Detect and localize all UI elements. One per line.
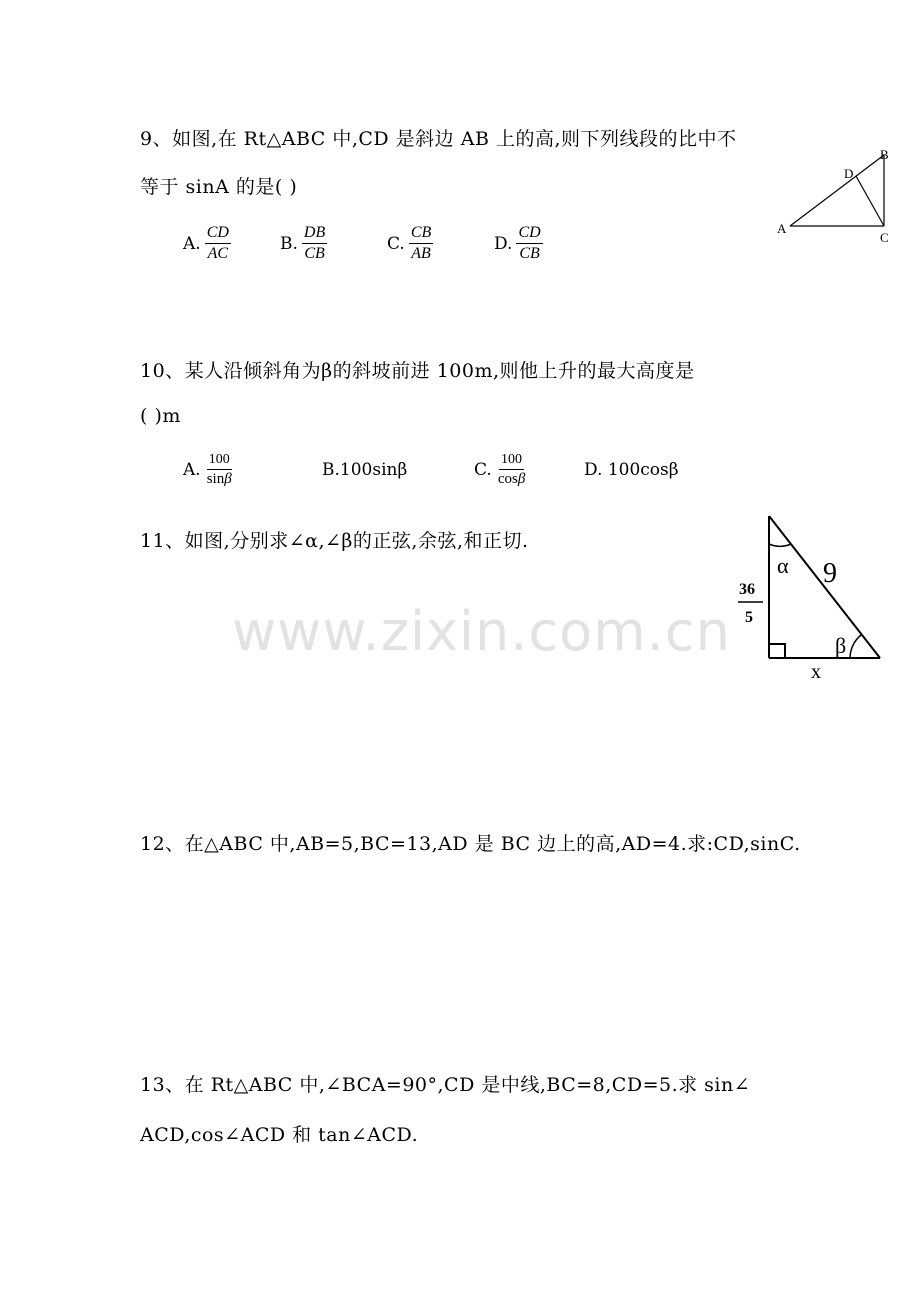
- q10-option-a-label: A.: [183, 460, 201, 481]
- q10-option-b: B.100sinβ: [322, 460, 408, 480]
- q9-option-d: [494, 224, 543, 264]
- q9-option-a-denominator: AC: [207, 245, 229, 263]
- q11-text: 11、如图,分别求∠α,∠β的正弦,余弦,和正切.: [140, 530, 529, 552]
- q9-option-c-denominator: AB: [411, 245, 431, 263]
- q9-label-a: A: [777, 221, 787, 236]
- q9-option-c-label: C.: [387, 233, 405, 254]
- q10-line-2: ( )m: [140, 405, 181, 427]
- q10-option-c-den-var: β: [517, 471, 526, 488]
- q9-triangle-figure: [770, 140, 900, 250]
- q9-option-b-label: B.: [280, 233, 298, 254]
- q9-option-b: [280, 224, 327, 264]
- q10-option-c-numerator: 100: [499, 452, 524, 470]
- q10-option-c-fraction: [496, 452, 527, 488]
- q9-option-a: [183, 224, 231, 264]
- q9-option-d-numerator: CD: [516, 224, 542, 244]
- q9-option-b-numerator: DB: [302, 224, 327, 244]
- q9-option-c-numerator: CB: [409, 224, 433, 244]
- watermark: www.zixin.com.cn: [232, 600, 731, 663]
- q11-triangle-figure: [735, 508, 895, 688]
- q9-option-b-fraction: [302, 224, 327, 264]
- q13-line-2: ACD,cos∠ACD 和 tan∠ACD.: [140, 1124, 419, 1146]
- q11-alpha-label: α: [777, 553, 789, 578]
- q11-hypotenuse-label: 9: [823, 558, 837, 589]
- q9-option-a-fraction: [205, 224, 231, 264]
- q9-option-a-label: A.: [183, 233, 201, 254]
- q9-option-c-fraction: [409, 224, 433, 264]
- q9-label-c: C: [880, 230, 889, 245]
- q11-alpha-arc: [769, 544, 791, 546]
- q13-line-1: 13、在 Rt△ABC 中,∠BCA=90°,CD 是中线,BC=8,CD=5.求 sin∠: [140, 1074, 751, 1096]
- q9-label-b: B: [880, 147, 889, 162]
- q9-altitude-cd: [856, 176, 884, 226]
- q11-right-angle-mark: [769, 644, 785, 658]
- q9-line-2: 等于 sinA 的是( ): [140, 176, 298, 198]
- q10-option-c-label: C.: [474, 460, 492, 481]
- q10-option-c-den-fn: cos: [497, 471, 518, 488]
- q10-line-1: 10、某人沿倾斜角为β的斜坡前进 100m,则他上升的最大高度是: [140, 360, 695, 382]
- q11-beta-arc: [850, 635, 861, 658]
- q10-option-c: [474, 452, 527, 488]
- q11-side-denominator: 5: [745, 609, 753, 626]
- q9-label-d: D: [844, 166, 854, 181]
- q11-beta-label: β: [835, 633, 847, 658]
- q9-option-b-denominator: CB: [304, 245, 325, 263]
- q10-option-a-den-fn: sin: [206, 471, 225, 488]
- q10-option-c-denominator: [496, 470, 527, 488]
- q9-option-d-label: D.: [494, 233, 513, 254]
- q10-option-a-denominator: [205, 470, 234, 488]
- q12-text: 12、在△ABC 中,AB=5,BC=13,AD 是 BC 边上的高,AD=4.求:CD,sinC.: [140, 833, 801, 855]
- q10-option-a-den-var: β: [224, 471, 232, 488]
- q9-side-ab: [790, 155, 884, 226]
- q9-option-c: [387, 224, 433, 264]
- q9-option-a-numerator: CD: [205, 224, 231, 244]
- q10-option-a-fraction: [205, 452, 234, 488]
- q10-option-a: [183, 452, 234, 488]
- q11-base-label: x: [811, 661, 821, 683]
- q10-option-a-numerator: 100: [207, 452, 232, 470]
- q9-option-d-denominator: CB: [519, 245, 540, 263]
- q10-option-d: D. 100cosβ: [584, 460, 679, 480]
- q9-option-d-fraction: [516, 224, 542, 264]
- q11-side-numerator: 36: [739, 581, 755, 598]
- q9-line-1: 9、如图,在 Rt△ABC 中,CD 是斜边 AB 上的高,则下列线段的比中不: [140, 128, 737, 150]
